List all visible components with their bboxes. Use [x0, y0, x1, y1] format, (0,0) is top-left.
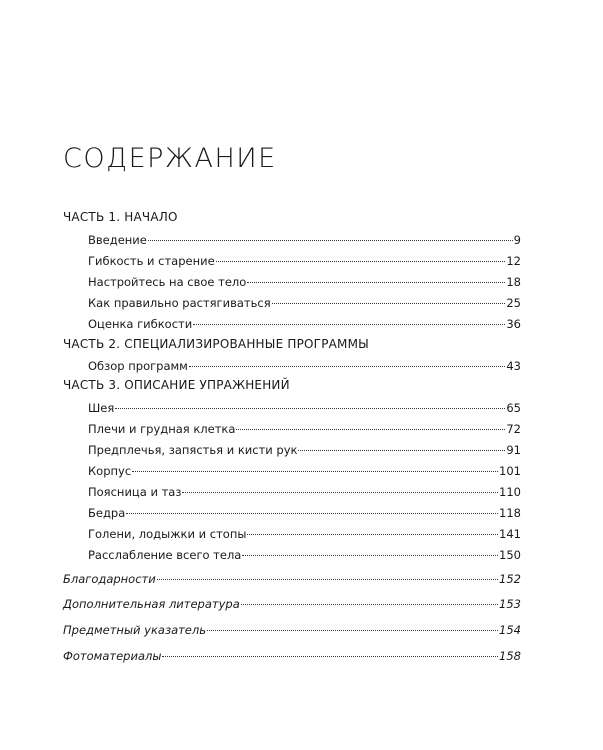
toc-entry-shins-ankles-feet[interactable] [88, 526, 521, 542]
dot-leader [247, 533, 498, 535]
part-3-heading: ЧАСТЬ 3. ОПИСАНИЕ УПРАЖНЕНИЙ [63, 378, 290, 392]
toc-entry-page: 65 [506, 401, 521, 415]
toc-entry-label: Расслабление всего тела [88, 548, 242, 562]
toc-entry-page: 25 [506, 296, 521, 310]
toc-entry-page: 154 [499, 623, 521, 637]
toc-entry-label: Предметный указатель [63, 623, 207, 637]
toc-entry-label: Корпус [88, 464, 132, 478]
toc-entry-page: 150 [499, 548, 521, 562]
page-title: СОДЕРЖАНИЕ [63, 143, 277, 174]
dot-leader [298, 449, 505, 451]
toc-entry-label: Дополнительная литература [63, 597, 240, 611]
toc-entry-label: Настройтесь на свое тело [88, 275, 247, 289]
toc-entry-page: 158 [499, 649, 521, 663]
dot-leader [247, 281, 505, 283]
toc-entry-label: Оценка гибкости [88, 317, 193, 331]
toc-entry-label: Как правильно растягиваться [88, 296, 271, 310]
toc-entry-page: 91 [506, 443, 521, 457]
dot-leader [242, 554, 498, 556]
toc-entry-page: 118 [499, 506, 521, 520]
toc-entry-introduction[interactable] [88, 232, 521, 248]
toc-entry-page: 110 [499, 485, 521, 499]
toc-entry-lower-back-pelvis[interactable] [88, 484, 521, 500]
toc-entry-tune-body[interactable] [88, 274, 521, 290]
part-1-heading: ЧАСТЬ 1. НАЧАЛО [63, 210, 178, 224]
dot-leader [193, 323, 505, 325]
dot-leader [241, 603, 498, 605]
toc-entry-page: 101 [499, 464, 521, 478]
toc-entry-label: Плечи и грудная клетка [88, 422, 236, 436]
toc-entry-torso[interactable] [88, 463, 521, 479]
toc-entry-acknowledgements[interactable] [63, 571, 521, 587]
toc-entry-program-overview[interactable] [88, 358, 521, 374]
toc-entry-page: 72 [506, 422, 521, 436]
dot-leader [162, 655, 498, 657]
toc-entry-page: 43 [506, 359, 521, 373]
toc-entry-page: 153 [499, 597, 521, 611]
toc-entry-page: 141 [499, 527, 521, 541]
toc-entry-page: 18 [506, 275, 521, 289]
toc-entry-label: Предплечья, запястья и кисти рук [88, 443, 298, 457]
toc-entry-neck[interactable] [88, 400, 521, 416]
toc-entry-hips[interactable] [88, 505, 521, 521]
toc-entry-further-reading[interactable] [63, 596, 521, 612]
toc-entry-label: Обзор программ [88, 359, 188, 373]
dot-leader [115, 407, 505, 409]
toc-entry-flexibility-assessment[interactable] [88, 316, 521, 332]
toc-entry-how-to-stretch[interactable] [88, 295, 521, 311]
toc-entry-full-body-relaxation[interactable] [88, 547, 521, 563]
toc-entry-label: Гибкость и старение [88, 254, 215, 268]
dot-leader [236, 428, 505, 430]
toc-entry-label: Голени, лодыжки и стопы [88, 527, 247, 541]
toc-entry-forearms-wrists-hands[interactable] [88, 442, 521, 458]
toc-entry-shoulders-chest[interactable] [88, 421, 521, 437]
toc-entry-label: Поясница и таз [88, 485, 182, 499]
dot-leader [182, 491, 498, 493]
dot-leader [216, 260, 506, 262]
dot-leader [207, 629, 498, 631]
dot-leader [272, 302, 506, 304]
dot-leader [132, 470, 498, 472]
dot-leader [126, 512, 498, 514]
toc-entry-label: Шея [88, 401, 115, 415]
toc-entry-subject-index[interactable] [63, 622, 521, 638]
dot-leader [157, 578, 498, 580]
part-2-heading: ЧАСТЬ 2. СПЕЦИАЛИЗИРОВАННЫЕ ПРОГРАММЫ [63, 337, 369, 351]
dot-leader [189, 365, 506, 367]
toc-entry-label: Благодарности [63, 572, 156, 586]
toc-entry-label: Бедра [88, 506, 126, 520]
toc-entry-label: Введение [88, 233, 147, 247]
dot-leader [148, 239, 513, 241]
toc-entry-photo-credits[interactable] [63, 648, 521, 664]
toc-entry-page: 9 [513, 233, 521, 247]
toc-entry-page: 36 [506, 317, 521, 331]
toc-entry-page: 12 [506, 254, 521, 268]
toc-entry-label: Фотоматериалы [63, 649, 162, 663]
toc-entry-flexibility-aging[interactable] [88, 253, 521, 269]
toc-entry-page: 152 [499, 572, 521, 586]
